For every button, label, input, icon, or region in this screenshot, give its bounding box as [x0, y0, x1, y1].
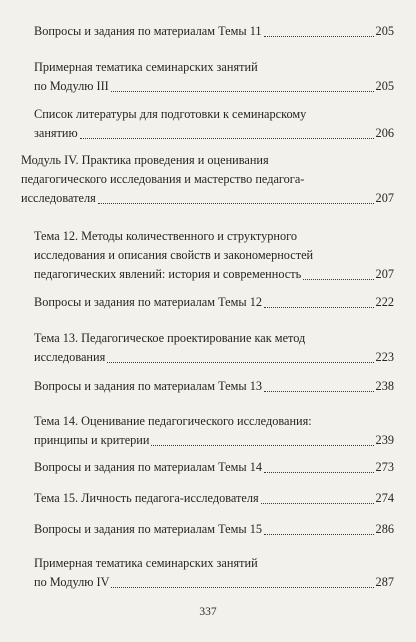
- leader-dots: [111, 586, 373, 588]
- toc-entry-page: 286: [375, 522, 394, 536]
- toc-entry-title: Тема 14. Оценивание педагогического исследования:: [34, 414, 312, 428]
- toc-entry-page: 207: [375, 267, 394, 281]
- toc-entry: [34, 227, 394, 284]
- toc-entry-title: исследования: [34, 350, 106, 364]
- toc-entry-title: Тема 13. Педагогическое проектирование как метод: [34, 331, 306, 345]
- toc-entry-title: педагогических явлений: история и современность: [34, 267, 302, 281]
- toc-entry-title: Модуль IV. Практика проведения и оценивания: [21, 153, 269, 167]
- toc-entry-page: 207: [375, 191, 394, 205]
- leader-dots: [111, 90, 374, 92]
- toc-entry-page: 223: [375, 350, 394, 364]
- leader-dots: [264, 306, 374, 308]
- toc-entry-title: педагогического исследования и мастерство педагога-: [21, 172, 305, 186]
- leader-dots: [261, 502, 374, 504]
- toc-entry-title: Тема 15. Личность педагога-исследователя: [34, 491, 259, 505]
- page-number: 337: [199, 606, 217, 618]
- toc-entry-title: Примерная тематика семинарских занятий: [34, 556, 258, 570]
- toc-entry: [34, 22, 394, 41]
- toc-entry-page: 222: [375, 295, 394, 309]
- toc-entry: [34, 489, 394, 508]
- toc-entry-title: Вопросы и задания по материалам Темы 15: [34, 522, 263, 536]
- toc-entry-title: Вопросы и задания по материалам Темы 11: [34, 24, 262, 38]
- leader-dots: [98, 202, 374, 204]
- toc-entry: [34, 458, 394, 477]
- toc-entry: [34, 377, 394, 396]
- toc-entry-page: 205: [375, 24, 394, 38]
- leader-dots: [264, 35, 374, 37]
- toc-entry: [34, 329, 394, 367]
- toc-entry-title: Вопросы и задания по материалам Темы 14: [34, 460, 263, 474]
- toc-entry: [34, 105, 394, 143]
- toc-entry: [34, 293, 394, 312]
- toc-entry-title: Список литературы для подготовки к семинарскому: [34, 107, 307, 121]
- toc-entry-page: 273: [375, 460, 394, 474]
- leader-dots: [264, 471, 374, 473]
- leader-dots: [151, 444, 373, 446]
- toc-entry-title: исследования и описания свойств и закономерностей: [34, 248, 314, 262]
- toc-entry: [34, 554, 394, 592]
- toc-entry-page: 274: [375, 491, 394, 505]
- toc-entry-page: 205: [375, 79, 394, 93]
- toc-entry-page: 206: [375, 126, 394, 140]
- toc-entry: [34, 412, 394, 450]
- leader-dots: [264, 533, 374, 535]
- toc-entry-title: Примерная тематика семинарских занятий: [34, 60, 258, 74]
- toc-entry-title: принципы и критерии: [34, 433, 150, 447]
- toc-entry-page: 287: [375, 575, 394, 589]
- toc-entry-title: Вопросы и задания по материалам Темы 12: [34, 295, 263, 309]
- toc-entry: [34, 58, 394, 96]
- toc-entry-title: Тема 12. Методы количественного и структурного: [34, 229, 298, 243]
- toc-entry-title: исследователя: [21, 191, 96, 205]
- leader-dots: [303, 278, 373, 280]
- toc-entry-module: [21, 151, 394, 208]
- leader-dots: [80, 137, 374, 139]
- toc-entry-page: 238: [375, 379, 394, 393]
- toc-entry-title: занятию: [34, 126, 78, 140]
- leader-dots: [107, 361, 373, 363]
- toc-entry-title: по Модулю III: [34, 79, 109, 93]
- toc-entry-title: по Модулю IV: [34, 575, 110, 589]
- toc-entry: [34, 520, 394, 539]
- toc-entry-page: 239: [375, 433, 394, 447]
- leader-dots: [264, 390, 374, 392]
- toc-entry-title: Вопросы и задания по материалам Темы 13: [34, 379, 263, 393]
